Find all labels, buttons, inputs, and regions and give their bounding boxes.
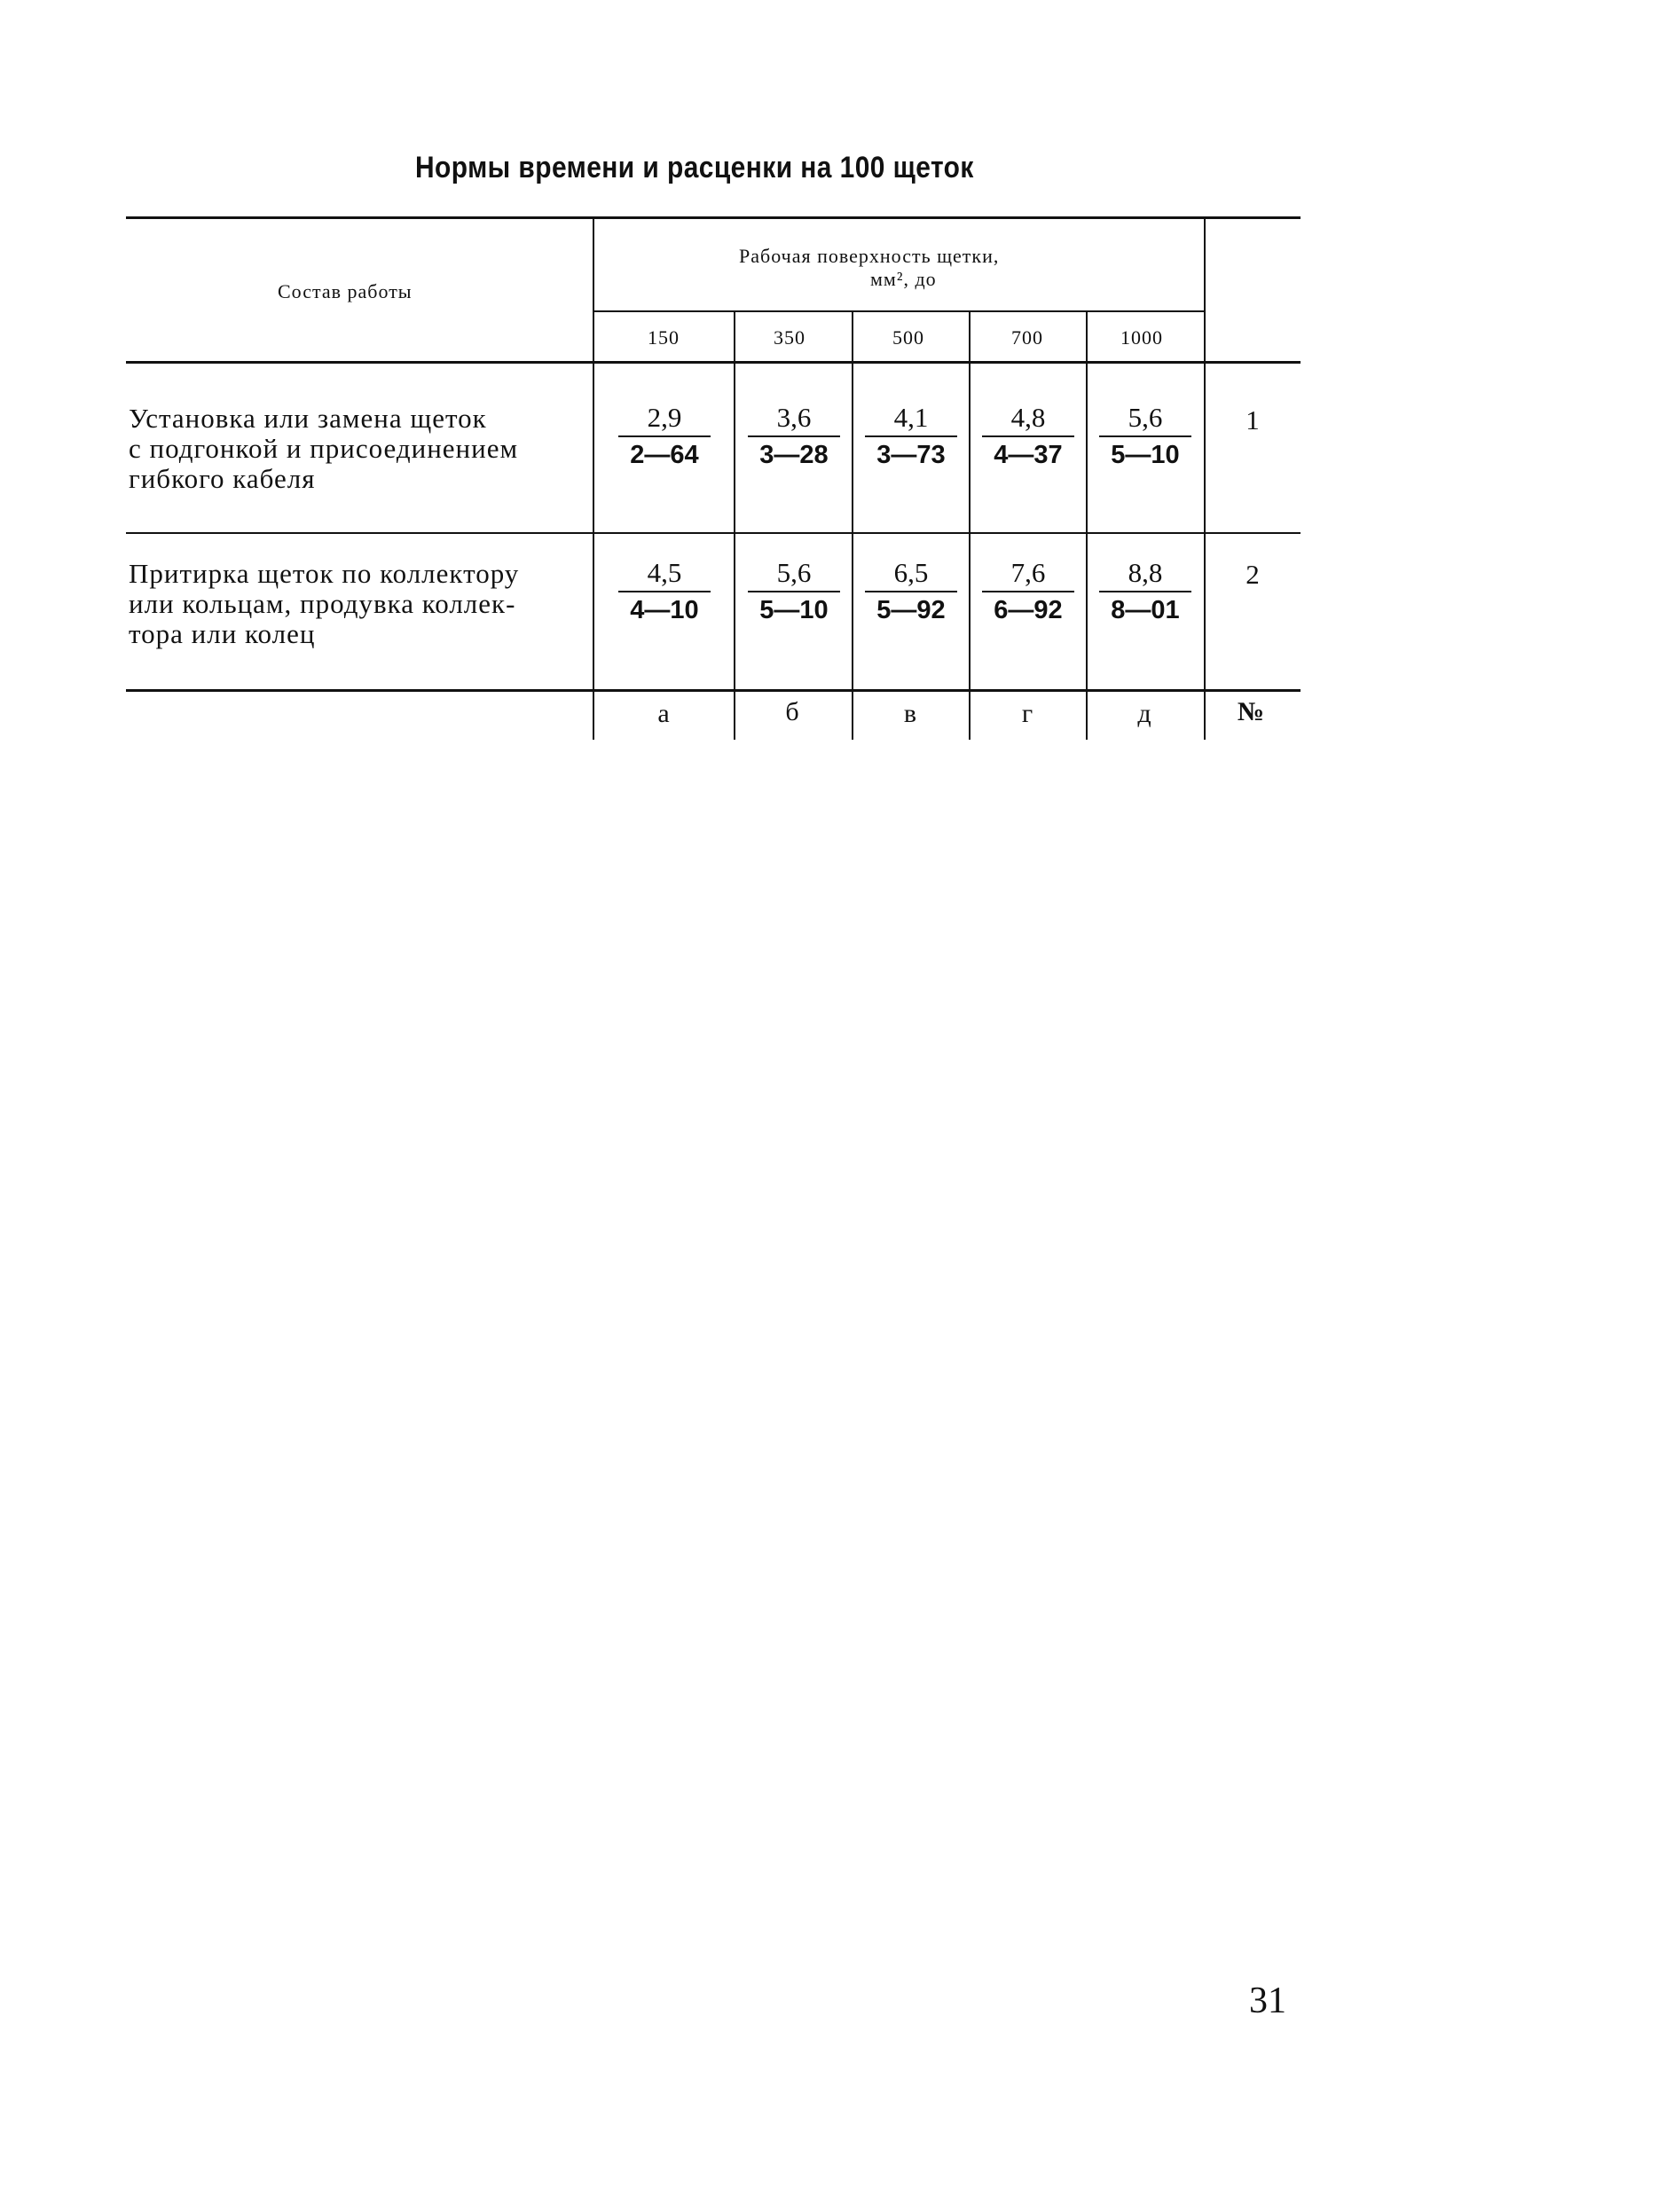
col-divider-work bbox=[593, 216, 594, 740]
col-divider-a-b bbox=[734, 310, 735, 740]
row2-value-b bbox=[745, 557, 843, 626]
header-bottom-rule bbox=[126, 361, 1301, 364]
row1-value-d bbox=[1096, 402, 1194, 471]
col-divider-v-g bbox=[969, 310, 971, 740]
group-header-rule bbox=[593, 310, 1204, 312]
header-size-1000: 1000 bbox=[1120, 326, 1163, 349]
rate-value: 3—73 bbox=[876, 441, 946, 469]
rate-value: 5—10 bbox=[759, 596, 829, 624]
row1-desc-line1: Установка или замена щеток bbox=[129, 403, 487, 434]
norm-value: 4,1 bbox=[893, 402, 929, 433]
norm-value: 6,5 bbox=[893, 557, 929, 588]
header-surface-line1: Рабочая поверхность щетки, bbox=[739, 245, 1000, 267]
footer-number-sign: № bbox=[1237, 697, 1265, 726]
row1-value-b bbox=[745, 402, 843, 471]
rate-value: 2—64 bbox=[630, 441, 699, 469]
row2-value-g bbox=[979, 557, 1077, 626]
header-size-350: 350 bbox=[774, 326, 805, 349]
table-title: Нормы времени и расценки на 100 щеток bbox=[415, 151, 974, 184]
norm-value: 3,6 bbox=[776, 402, 812, 433]
row1-value-v bbox=[862, 402, 960, 471]
row2-bottom-rule bbox=[126, 689, 1301, 692]
norm-value: 5,6 bbox=[776, 557, 812, 588]
row2-number: 2 bbox=[1246, 559, 1260, 590]
col-divider-g-d bbox=[1086, 310, 1088, 740]
header-size-700: 700 bbox=[1011, 326, 1043, 349]
row2-desc-line2: или кольцам, продувка коллек- bbox=[129, 588, 516, 619]
rate-value: 3—28 bbox=[759, 441, 829, 469]
header-work-composition: Состав работы bbox=[278, 280, 413, 302]
table-top-rule bbox=[126, 216, 1301, 219]
row1-bottom-rule bbox=[126, 532, 1301, 534]
row2-description bbox=[129, 559, 579, 649]
rate-value: 8—01 bbox=[1111, 596, 1180, 624]
footer-letter-a: а bbox=[657, 699, 670, 728]
norm-value: 8,8 bbox=[1128, 557, 1163, 588]
col-divider-b-v bbox=[852, 310, 853, 740]
row2-value-v bbox=[862, 557, 960, 626]
header-size-500: 500 bbox=[892, 326, 924, 349]
row2-value-a bbox=[616, 557, 713, 626]
rate-value: 4—10 bbox=[630, 596, 699, 624]
rate-value: 6—92 bbox=[994, 596, 1063, 624]
norm-value: 4,5 bbox=[647, 557, 682, 588]
row1-number: 1 bbox=[1246, 404, 1260, 435]
header-size-150: 150 bbox=[648, 326, 680, 349]
footer-letter-b: б bbox=[785, 697, 799, 726]
rate-value: 5—92 bbox=[876, 596, 946, 624]
row2-value-d bbox=[1096, 557, 1194, 626]
norm-value: 7,6 bbox=[1010, 557, 1046, 588]
row1-desc-line3: гибкого кабеля bbox=[129, 463, 316, 494]
row1-desc-line2: с подгонкой и присоединением bbox=[129, 433, 519, 464]
row1-description bbox=[129, 404, 579, 494]
row1-value-g bbox=[979, 402, 1077, 471]
norm-value: 4,8 bbox=[1010, 402, 1046, 433]
row2-desc-line3: тора или колец bbox=[129, 618, 316, 649]
rate-value: 5—10 bbox=[1111, 441, 1180, 469]
row2-desc-line1: Притирка щеток по коллектору bbox=[129, 558, 520, 589]
page-number: 31 bbox=[1249, 1981, 1286, 2021]
norm-value: 2,9 bbox=[647, 402, 682, 433]
norm-value: 5,6 bbox=[1128, 402, 1163, 433]
rate-value: 4—37 bbox=[994, 441, 1063, 469]
footer-letter-v: в bbox=[903, 699, 917, 728]
row1-value-a bbox=[616, 402, 713, 471]
col-divider-d-num bbox=[1204, 216, 1206, 740]
header-surface-line2: мм², до bbox=[870, 268, 937, 290]
footer-letter-d: д bbox=[1137, 699, 1151, 728]
footer-letter-g: г bbox=[1021, 699, 1033, 728]
